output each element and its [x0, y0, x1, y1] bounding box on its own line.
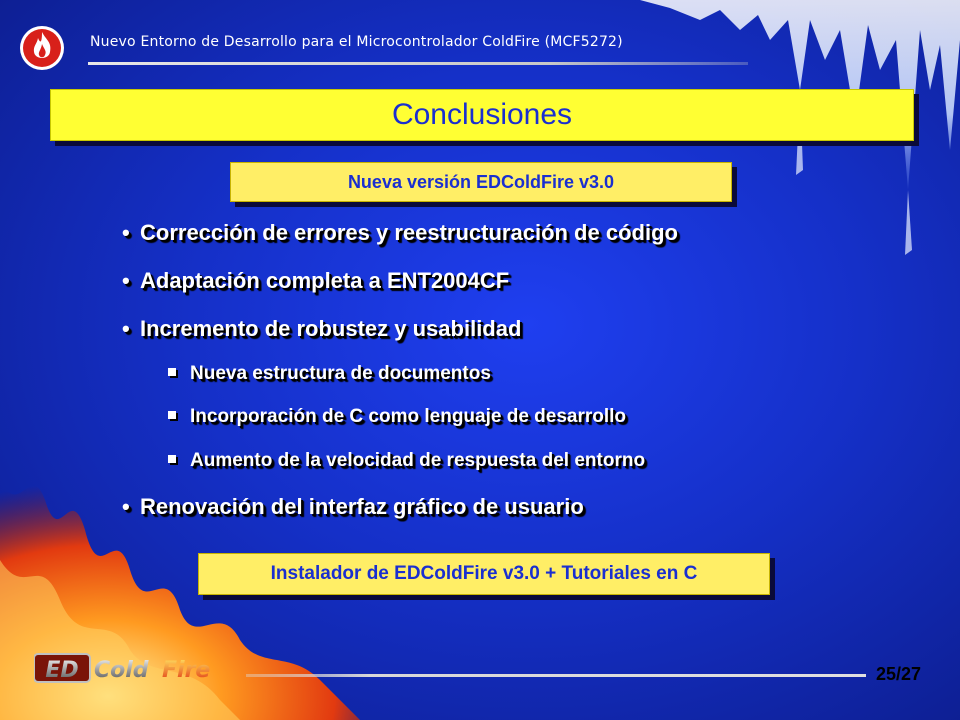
bullet-dot-icon: • — [122, 220, 130, 245]
page-number: 25/27 — [876, 664, 922, 684]
bullet-dot-icon: • — [122, 316, 130, 341]
bullet-item-text: Adaptación completa a ENT2004CF — [140, 268, 510, 293]
square-bullet-icon — [168, 411, 176, 419]
bullet-item — [122, 316, 521, 342]
version-subtitle-box — [230, 162, 732, 202]
footer-divider — [246, 674, 866, 677]
coldfire-flame-logo-icon — [18, 24, 66, 72]
svg-text:Fire: Fire — [162, 658, 211, 683]
bullet-dot-icon: • — [122, 494, 130, 519]
slide-title-box — [50, 89, 914, 141]
bullet-item-text: Corrección de errores y reestructuración de código — [140, 220, 678, 245]
svg-text:Cold: Cold — [94, 658, 149, 683]
square-bullet-icon — [168, 368, 176, 376]
sub-bullet-item-text: Aumento de la velocidad de respuesta del entorno — [190, 450, 646, 471]
header-title: Nuevo Entorno de Desarrollo para el Microcontrolador ColdFire (MCF5272) — [90, 34, 623, 50]
sub-bullet-item-text: Incorporación de C como lenguaje de desarrollo — [190, 406, 627, 427]
bullet-item-text: Renovación del interfaz gráfico de usuario — [140, 494, 584, 519]
sub-bullet-item — [168, 363, 491, 385]
bullet-item — [122, 268, 509, 294]
installer-text: Instalador de EDColdFire v3.0 + Tutoriales en C — [270, 563, 698, 584]
bullet-dot-icon: • — [122, 268, 130, 293]
bullet-item — [122, 220, 678, 246]
header-divider — [88, 62, 748, 65]
installer-box — [198, 553, 770, 595]
slide-title: Conclusiones — [391, 98, 573, 131]
version-subtitle: Nueva versión EDColdFire v3.0 — [347, 171, 615, 192]
edcoldfire-logo — [34, 650, 244, 686]
sub-bullet-item — [168, 406, 626, 428]
svg-text:ED: ED — [45, 658, 79, 683]
bullet-item-text: Incremento de robustez y usabilidad — [140, 316, 522, 341]
bullet-item — [122, 494, 584, 520]
sub-bullet-item-text: Nueva estructura de documentos — [190, 363, 491, 384]
sub-bullet-item — [168, 450, 645, 472]
square-bullet-icon — [168, 455, 176, 463]
